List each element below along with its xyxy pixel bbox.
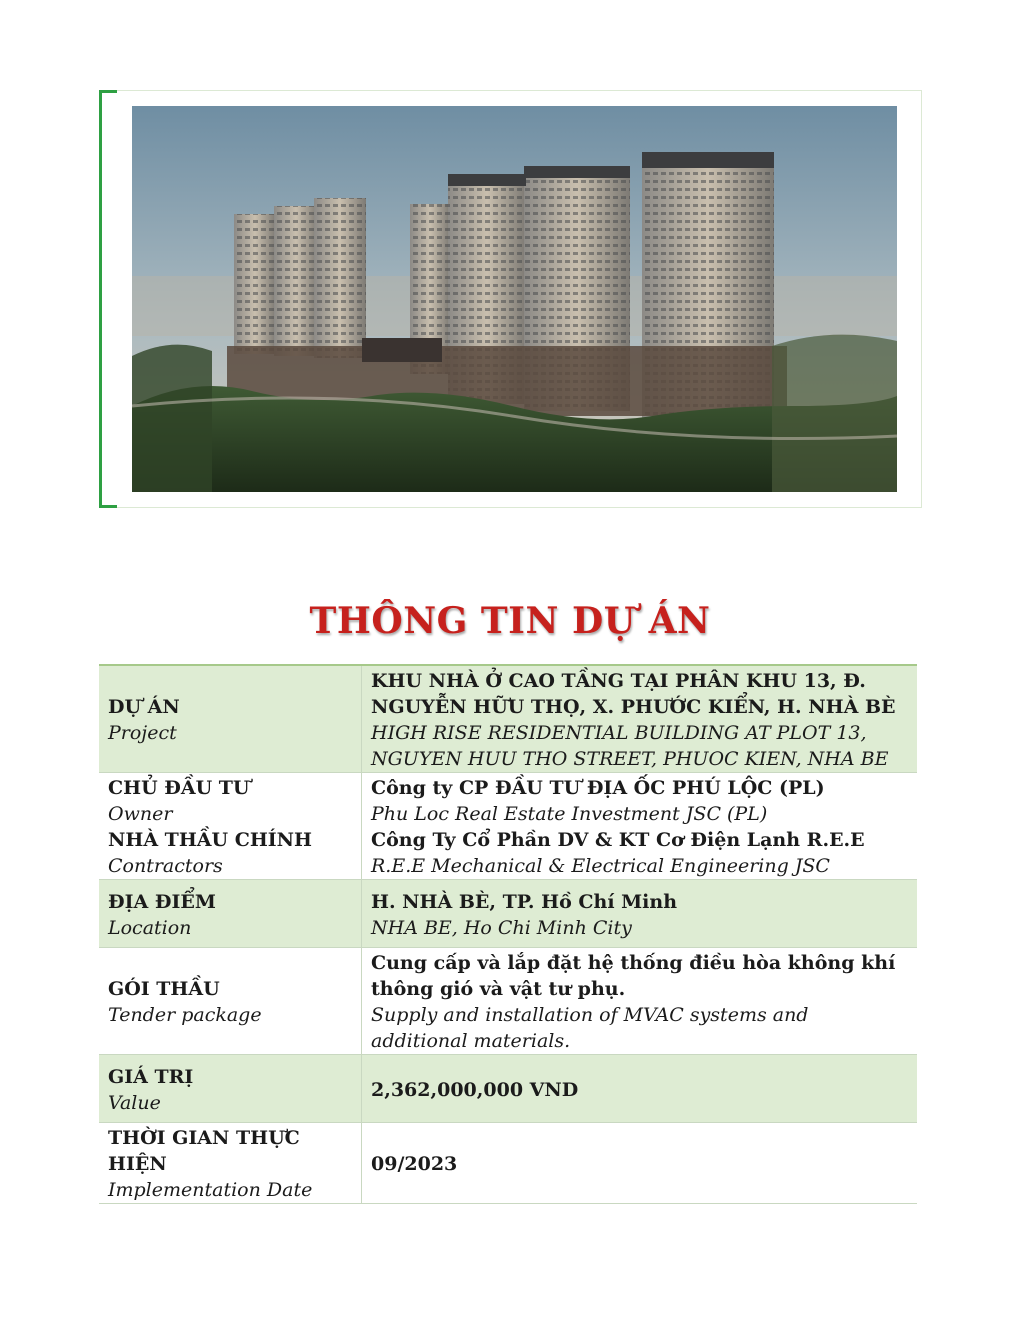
value-vi: Công ty CP ĐẦU TƯ ĐỊA ỐC PHÚ LỘC (PL): [371, 777, 825, 799]
frame-accent-left: [99, 90, 102, 508]
value-cell: [362, 880, 918, 948]
value-cell: [362, 1123, 918, 1204]
building-render-image: [132, 106, 897, 492]
table-row-project: [99, 665, 917, 773]
label-cell: [99, 665, 362, 773]
table-row-location: [99, 880, 917, 948]
label-en: Owner: [108, 803, 173, 825]
value-en: Supply and installation of MVAC systems and additional materials.: [371, 1004, 809, 1052]
label-cell: [99, 948, 362, 1055]
label-cell: [99, 1123, 362, 1204]
table-row-implementation-date: [99, 1123, 917, 1204]
value-vi: KHU NHÀ Ở CAO TẦNG TẠI PHÂN KHU 13, Đ. NGUYỄN HỮU THỌ, X. PHƯỚC KIỂN, H. NHÀ BÈ: [371, 670, 896, 718]
table-row-owner-contractor: [99, 773, 917, 880]
value-cell: [362, 1055, 918, 1123]
value2-vi: Công Ty Cổ Phần DV & KT Cơ Điện Lạnh R.E.E: [371, 829, 865, 851]
value-cell: [362, 665, 918, 773]
label2-en: Contractors: [108, 855, 223, 877]
project-info-table: [99, 664, 917, 1204]
value-cell: [362, 948, 918, 1055]
label-vi: CHỦ ĐẦU TƯ: [108, 777, 250, 799]
label2-vi: NHÀ THẦU CHÍNH: [108, 829, 312, 851]
frame-accent-bottom: [99, 505, 117, 508]
value-vi: H. NHÀ BÈ, TP. Hồ Chí Minh: [371, 890, 678, 913]
value-en: HIGH RISE RESIDENTIAL BUILDING AT PLOT 13, NGUYEN HUU THO STREET, PHUOC KIEN, NHA BE: [371, 722, 889, 770]
label-en: Implementation Date: [108, 1179, 313, 1201]
label-en: Project: [108, 722, 177, 744]
label-cell: [99, 880, 362, 948]
label-en: Location: [108, 916, 192, 939]
value2-en: R.E.E Mechanical & Electrical Engineering JSC: [371, 855, 830, 877]
label-vi: ĐỊA ĐIỂM: [108, 890, 216, 913]
label-en: Tender package: [108, 1004, 262, 1026]
value-cell: [362, 773, 918, 880]
table-row-value: [99, 1055, 917, 1123]
label-vi: DỰ ÁN: [108, 696, 180, 718]
table-row-tender-package: [99, 948, 917, 1055]
page-title: THÔNG TIN DỰ ÁN: [309, 600, 711, 642]
implementation-date: 09/2023: [371, 1153, 458, 1175]
value-en: Phu Loc Real Estate Investment JSC (PL): [371, 803, 768, 825]
label-vi: GÓI THẦU: [108, 978, 220, 1000]
label-vi: THỜI GIAN THỰC HIỆN: [108, 1127, 300, 1175]
contract-value: 2,362,000,000 VND: [371, 1078, 579, 1101]
label-vi: GIÁ TRỊ: [108, 1065, 194, 1088]
label-cell: [99, 773, 362, 880]
value-en: NHA BE, Ho Chi Minh City: [371, 916, 632, 939]
value-vi: Cung cấp và lắp đặt hệ thống điều hòa không khí thông gió và vật tư phụ.: [371, 952, 896, 1000]
label-cell: [99, 1055, 362, 1123]
label-en: Value: [108, 1091, 161, 1114]
